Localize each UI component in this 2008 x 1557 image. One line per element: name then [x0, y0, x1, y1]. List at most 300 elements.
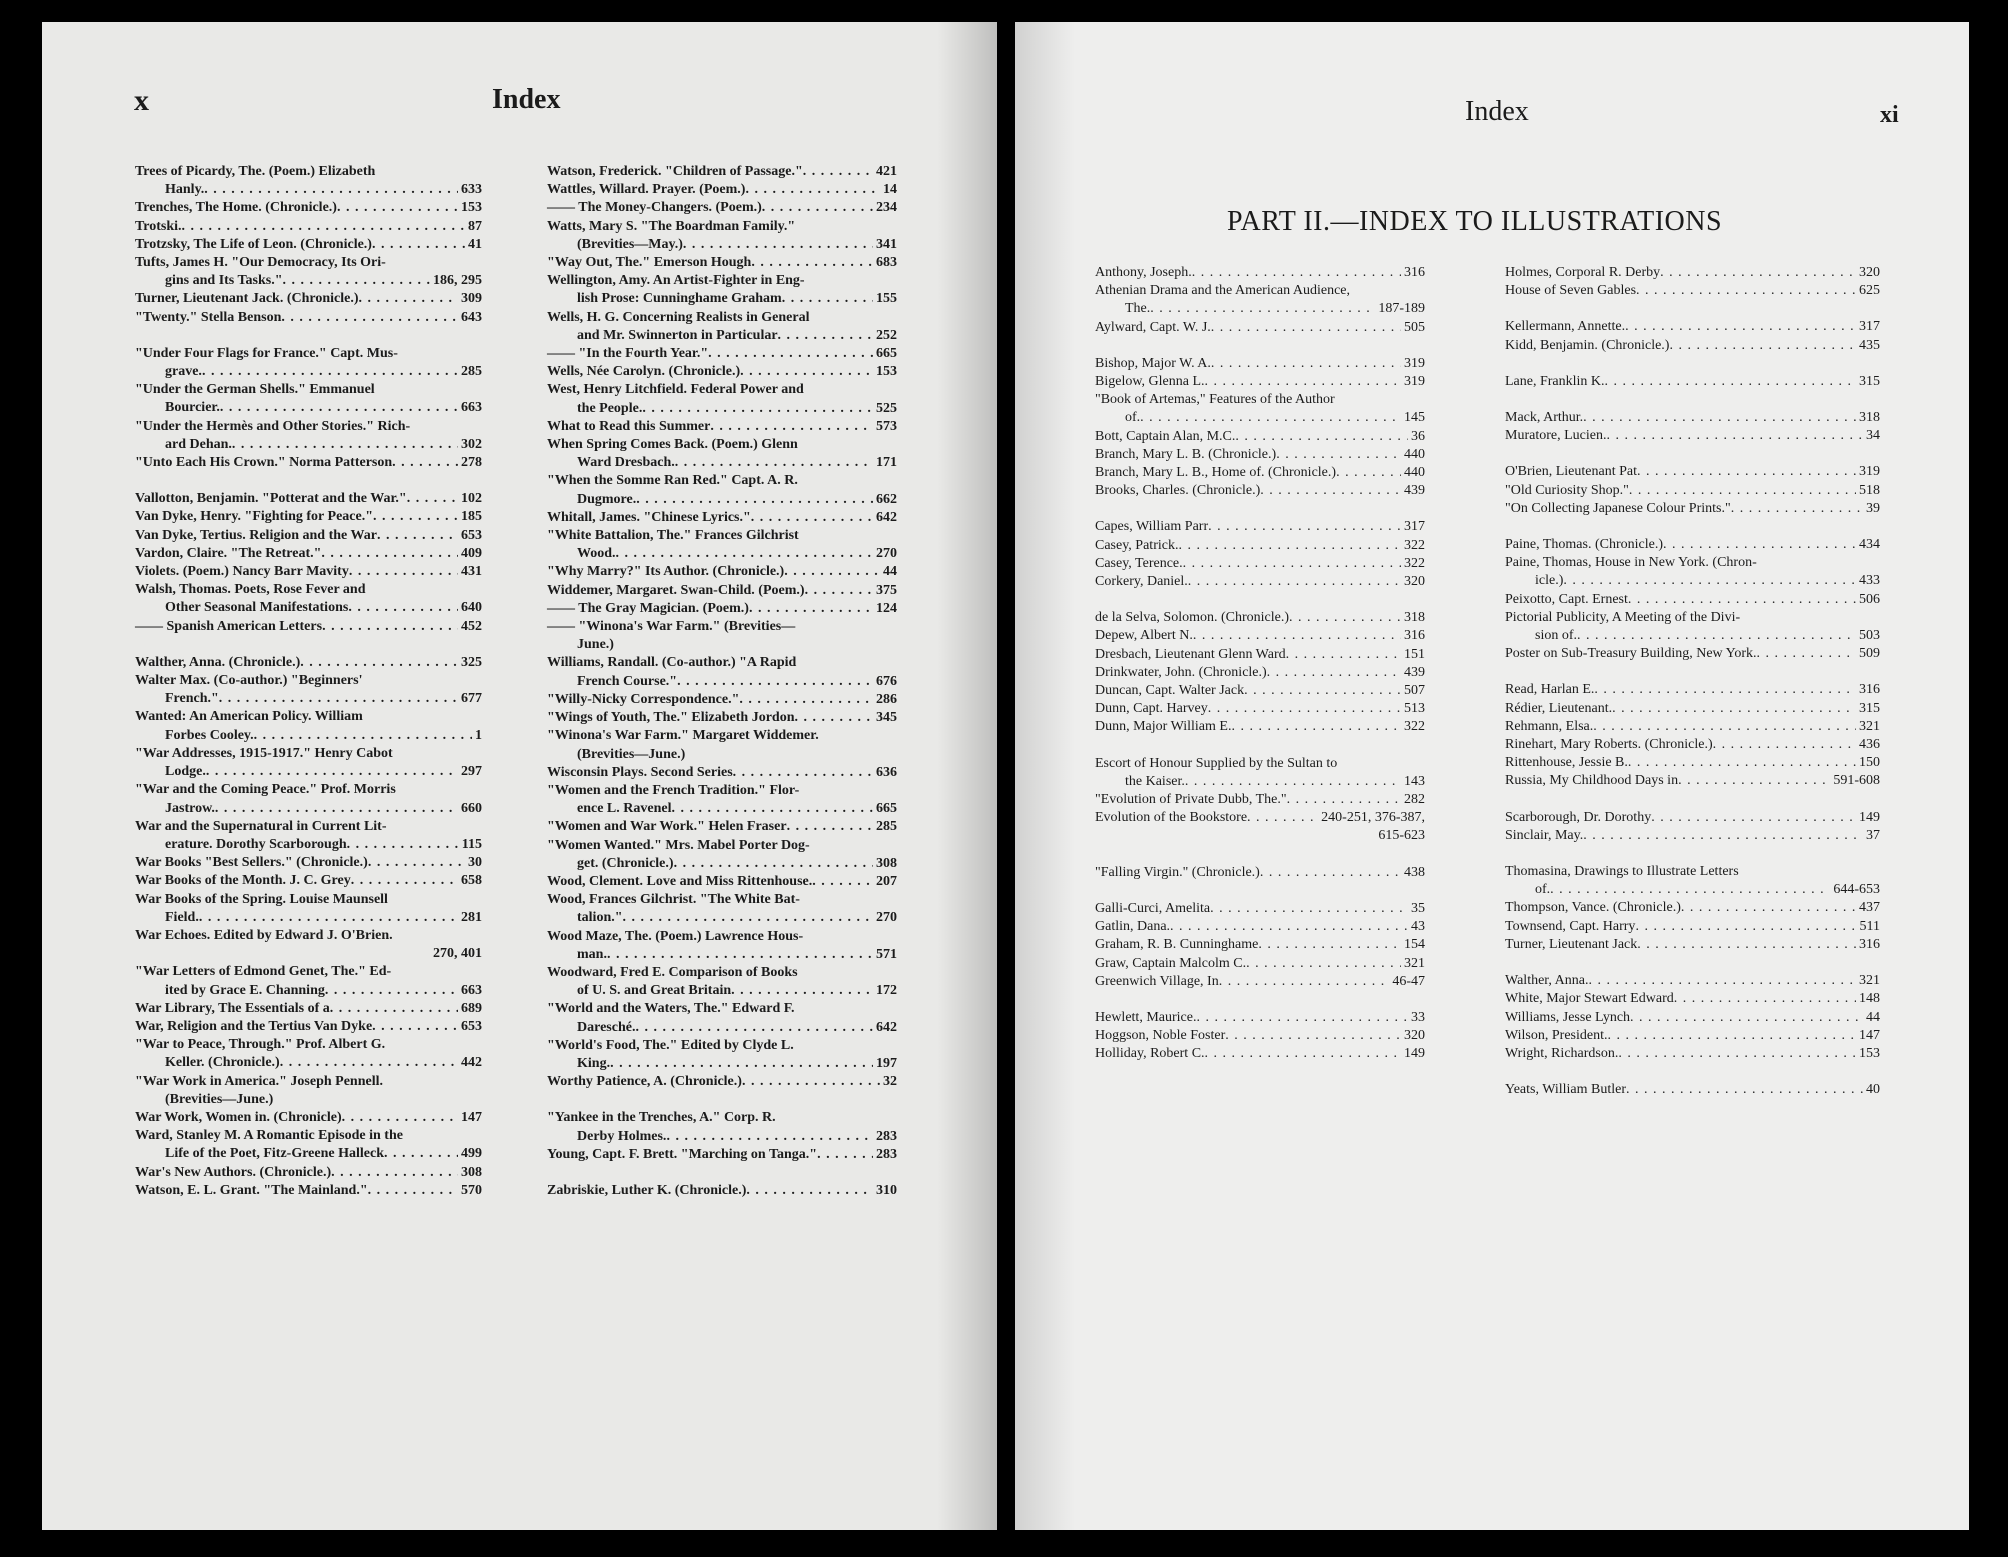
index-entry	[1095, 609, 1425, 627]
page-reference: 499	[461, 1146, 482, 1162]
entry-text: "Falling Virgin." (Chronicle.)	[1095, 864, 1260, 880]
index-entry	[135, 163, 482, 199]
index-entry	[1095, 264, 1425, 282]
entry-line	[547, 764, 897, 782]
index-entry	[135, 872, 482, 890]
entry-text: Trotski.	[135, 218, 182, 234]
dot-leader	[610, 1055, 873, 1073]
entry-line	[135, 309, 482, 327]
dot-leader	[1577, 627, 1856, 645]
page-reference: 506	[1859, 591, 1880, 607]
entry-line	[547, 509, 897, 527]
section-gap	[1095, 737, 1425, 755]
running-head-right: Index	[1465, 96, 1529, 127]
entry-line	[1505, 591, 1880, 609]
section-gap	[1505, 791, 1880, 809]
entry-text: French."	[165, 691, 219, 707]
entry-line	[547, 1109, 897, 1127]
page-reference: 147	[461, 1109, 482, 1125]
entry-text: Williams, Jesse Lynch	[1505, 1009, 1631, 1025]
index-entry	[1505, 863, 1880, 899]
index-entry	[1095, 555, 1425, 573]
entry-text: Walther, Anna.	[1505, 973, 1589, 989]
index-entry	[1095, 482, 1425, 500]
entry-text: of U. S. and Great Britain	[577, 983, 732, 999]
page-reference: 320	[1404, 574, 1425, 590]
entry-text: (Brevities—June.)	[577, 746, 686, 762]
page-number-left: x	[134, 84, 149, 117]
entry-text: "Yankee in the Trenches, A." Corp. R.	[547, 1110, 776, 1126]
page-reference: 308	[876, 855, 897, 871]
entry-text: "Book of Artemas," Features of the Author	[1095, 392, 1335, 408]
entry-line	[135, 763, 482, 781]
entry-line	[547, 254, 897, 272]
page-reference: 285	[461, 364, 482, 380]
dot-leader	[1583, 827, 1863, 845]
entry-line	[1505, 572, 1880, 590]
index-entry	[547, 818, 897, 836]
dot-leader	[733, 764, 873, 782]
dot-leader	[1211, 319, 1401, 337]
entry-text: Rinehart, Mary Roberts. (Chronicle.)	[1505, 737, 1713, 753]
page-number-right: xi	[1880, 102, 1899, 128]
section-gap	[547, 1164, 897, 1182]
page-reference: 439	[1404, 483, 1425, 499]
entry-line	[1095, 609, 1425, 627]
index-entry	[1505, 500, 1880, 518]
entry-text: Turner, Lieutenant Jack. (Chronicle.)	[135, 291, 359, 307]
entry-line	[547, 1182, 897, 1200]
page-reference: 252	[876, 327, 897, 343]
page-reference: 34	[1866, 428, 1880, 444]
entry-line	[1095, 864, 1425, 882]
page-reference: 207	[876, 873, 897, 889]
entry-text: Lane, Franklin K.	[1505, 373, 1605, 389]
page-reference: 644-653	[1833, 882, 1880, 898]
index-entry	[135, 1127, 482, 1163]
index-entry	[135, 236, 482, 254]
index-entry	[135, 854, 482, 872]
page-reference: 282	[1404, 792, 1425, 808]
page-reference: 640	[461, 600, 482, 616]
entry-text: Dugmore.	[577, 491, 637, 507]
entry-text: Graw, Captain Malcolm C.	[1095, 955, 1247, 971]
page-reference: 571	[876, 946, 897, 962]
dot-leader	[778, 327, 873, 345]
page-reference: 316	[1404, 628, 1425, 644]
page-reference: 310	[876, 1182, 897, 1198]
entry-line	[547, 418, 897, 436]
page-reference: 320	[1859, 265, 1880, 280]
dot-leader	[1612, 700, 1856, 718]
entry-text: Ward Dresbach.	[577, 455, 675, 471]
page-reference: 375	[876, 582, 897, 598]
page-reference: 665	[876, 346, 897, 362]
entry-line	[135, 781, 482, 799]
page-reference: 319	[1404, 355, 1425, 371]
section-gap	[1505, 445, 1880, 463]
entry-line	[547, 218, 897, 236]
entry-line	[135, 545, 482, 563]
entry-line	[135, 1000, 482, 1018]
entry-text: War Books of the Month. J. C. Grey	[135, 873, 351, 889]
section-gap	[1505, 1063, 1880, 1081]
entry-text: "Wings of Youth, The." Elizabeth Jordon	[547, 710, 795, 726]
entry-text: Dunn, Capt. Harvey	[1095, 701, 1208, 717]
index-entry	[547, 709, 897, 727]
index-entry	[135, 1018, 482, 1036]
entry-line	[1095, 1045, 1425, 1063]
page-reference: 315	[1859, 700, 1880, 716]
index-entry	[135, 618, 482, 636]
page-reference: 145	[1404, 410, 1425, 426]
entry-line	[135, 982, 482, 1000]
entry-line	[1505, 1081, 1880, 1099]
page-reference: 270	[876, 546, 897, 562]
dot-leader	[1607, 1027, 1856, 1045]
dot-leader	[348, 599, 458, 617]
page-reference: 660	[461, 800, 482, 816]
dot-leader	[1185, 773, 1401, 791]
index-entry	[547, 873, 897, 891]
section-gap	[1095, 500, 1425, 518]
index-entry	[135, 290, 482, 308]
dot-leader	[1244, 682, 1401, 700]
entry-line	[1505, 482, 1880, 500]
index-entry	[135, 1164, 482, 1182]
entry-text: War Library, The Essentials of a	[135, 1000, 330, 1016]
page-reference: 234	[876, 200, 897, 216]
index-entry	[1505, 772, 1880, 790]
entry-line	[135, 490, 482, 508]
dot-leader	[636, 491, 873, 509]
entry-text: Dresbach, Lieutenant Glenn Ward	[1095, 646, 1286, 662]
dot-leader	[331, 1164, 458, 1182]
index-entry	[547, 1037, 897, 1073]
index-entry	[547, 1109, 897, 1145]
entry-line	[135, 672, 482, 690]
dot-leader	[1231, 718, 1401, 736]
page-reference: 309	[461, 291, 482, 307]
entry-text: Thomasina, Drawings to Illustrate Letters	[1505, 864, 1739, 880]
page-reference: 316	[1859, 936, 1880, 952]
index-entry	[135, 1073, 482, 1109]
page-reference: 46-47	[1392, 973, 1425, 989]
entry-text: Drinkwater, John. (Chronicle.)	[1095, 664, 1267, 680]
part-title: PART II.—INDEX TO ILLUSTRATIONS	[1227, 206, 1723, 237]
index-entry	[1095, 355, 1425, 373]
page-reference: 525	[876, 400, 897, 416]
page-reference: 153	[876, 364, 897, 380]
entry-line	[135, 800, 482, 818]
page-reference: 41	[468, 236, 482, 252]
page-reference: 663	[461, 400, 482, 416]
entry-text: (Brevities—June.)	[165, 1091, 274, 1107]
entry-line	[1505, 1027, 1880, 1045]
entry-text: Kidd, Benjamin. (Chronicle.)	[1505, 337, 1670, 353]
page-reference: 315	[1859, 373, 1880, 389]
entry-text: Wellington, Amy. An Artist-Fighter in Eng-	[547, 273, 805, 289]
dot-leader	[1629, 482, 1856, 500]
entry-line	[547, 782, 897, 800]
entry-line	[1505, 990, 1880, 1008]
dot-leader	[784, 563, 880, 581]
entry-text: Rehmann, Elsa.	[1505, 718, 1594, 734]
index-entry	[1505, 427, 1880, 445]
index-entry	[135, 654, 482, 672]
dot-leader	[746, 1182, 873, 1200]
page-reference: 663	[461, 982, 482, 998]
entry-text: Worthy Patience, A. (Chronicle.)	[547, 1074, 742, 1090]
page-reference: 658	[461, 873, 482, 889]
entry-line	[135, 1127, 482, 1145]
page-reference: 270	[876, 910, 897, 926]
page-reference: 625	[1859, 283, 1880, 299]
section-gap	[135, 472, 482, 490]
index-entry	[1095, 936, 1425, 954]
dot-leader	[1550, 881, 1830, 899]
entry-line	[547, 1073, 897, 1091]
gutter-shadow	[937, 22, 997, 1530]
entry-line	[1095, 1027, 1425, 1045]
entry-text: War, Religion and the Tertius Van Dyke	[135, 1018, 373, 1034]
entry-line	[1095, 428, 1425, 446]
entry-text: "Way Out, The." Emerson Hough	[547, 255, 752, 271]
index-entry	[547, 436, 897, 472]
entry-text: King.	[577, 1055, 611, 1071]
entry-text: Wells, H. G. Concerning Realists in General	[547, 309, 810, 325]
entry-line	[135, 454, 482, 472]
entry-text: Trees of Picardy, The. (Poem.) Elizabeth	[135, 164, 376, 179]
entry-line	[1505, 899, 1880, 917]
entry-line	[135, 708, 482, 726]
entry-text: "War Addresses, 1915-1917." Henry Cabot	[135, 745, 393, 761]
page-reference: 186, 295	[433, 273, 482, 289]
entry-text: Violets. (Poem.) Nancy Barr Mavity	[135, 564, 349, 580]
page-reference: 573	[876, 418, 897, 434]
page-reference: 321	[1859, 718, 1880, 734]
entry-line	[1095, 827, 1425, 845]
entry-text: House of Seven Gables	[1505, 283, 1637, 299]
page-reference: 154	[1404, 937, 1425, 953]
entry-line	[135, 927, 482, 945]
entry-line	[1505, 718, 1880, 736]
entry-line	[1505, 700, 1880, 718]
index-entry	[547, 509, 897, 527]
page-reference: 662	[876, 491, 897, 507]
page-reference: 320	[1404, 1028, 1425, 1044]
page-reference: 318	[1404, 610, 1425, 626]
page-reference: 171	[876, 455, 897, 471]
page-reference: 319	[1859, 464, 1880, 480]
entry-line	[1095, 464, 1425, 482]
entry-line	[1505, 772, 1880, 790]
entry-text: "World's Food, The." Edited by Clyde L.	[547, 1037, 794, 1053]
dot-leader	[1183, 555, 1401, 573]
dot-leader	[677, 673, 873, 691]
entry-line	[1095, 809, 1425, 827]
entry-text: "Why Marry?" Its Author. (Chronicle.)	[547, 564, 785, 580]
entry-line	[135, 909, 482, 927]
entry-text: get. (Chronicle.)	[577, 855, 674, 871]
dot-leader	[372, 1018, 458, 1036]
index-entry	[1095, 464, 1425, 482]
dot-leader	[805, 582, 873, 600]
index-entry	[1095, 446, 1425, 464]
index-entry	[547, 381, 897, 417]
entry-text: "Old Curiosity Shop."	[1505, 482, 1629, 498]
entry-text: and Mr. Swinnerton in Particular	[577, 327, 778, 343]
dot-leader	[616, 545, 873, 563]
page-reference: 30	[468, 855, 482, 871]
entry-line	[547, 709, 897, 727]
index-entry	[547, 418, 897, 436]
page-reference: 147	[1859, 1027, 1880, 1043]
page-reference: 507	[1404, 683, 1425, 699]
entry-text: Aylward, Capt. W. J.	[1095, 319, 1211, 335]
page-reference: 308	[461, 1164, 482, 1180]
dot-leader	[1196, 1009, 1408, 1027]
entry-text: White, Major Stewart Edward	[1505, 991, 1674, 1007]
index-entry	[1095, 391, 1425, 427]
entry-text: Graham, R. B. Cunninghame	[1095, 937, 1259, 953]
page-reference: 278	[461, 455, 482, 471]
dot-leader	[206, 763, 458, 781]
dot-leader	[1276, 446, 1401, 464]
entry-line	[547, 309, 897, 327]
entry-line	[547, 673, 897, 691]
dot-leader	[384, 1145, 458, 1163]
page-reference: 316	[1404, 265, 1425, 280]
dot-leader	[1593, 718, 1856, 736]
entry-line	[1095, 718, 1425, 736]
index-entry	[547, 837, 897, 873]
entry-text: lish Prose: Cunninghame Graham	[577, 291, 782, 307]
index-entry	[547, 782, 897, 818]
entry-line	[1095, 446, 1425, 464]
entry-text: Bigelow, Glenna L.	[1095, 374, 1205, 390]
entry-line	[1505, 827, 1880, 845]
page-reference: 1	[475, 727, 482, 743]
dot-leader	[1208, 700, 1401, 718]
entry-text: Wood, Frances Gilchrist. "The White Bat-	[547, 892, 800, 908]
entry-text: Branch, Mary L. B. (Chronicle.)	[1095, 446, 1277, 462]
entry-line	[135, 745, 482, 763]
entry-line	[1095, 646, 1425, 664]
entry-line	[1505, 809, 1880, 827]
entry-line	[547, 400, 897, 418]
entry-line	[547, 928, 897, 946]
entry-line	[135, 872, 482, 890]
section-gap	[1095, 882, 1425, 900]
dot-leader	[330, 1000, 458, 1018]
entry-line	[1095, 682, 1425, 700]
entry-text: Wood.	[577, 546, 616, 562]
entry-line	[547, 636, 897, 654]
dot-leader	[1635, 918, 1856, 936]
entry-line	[135, 1164, 482, 1182]
entry-text: Bott, Captain Alan, M.C.	[1095, 428, 1236, 444]
page-reference: 150	[1859, 755, 1880, 771]
entry-text: "Under the German Shells." Emmanuel	[135, 382, 375, 398]
page-reference: 439	[1404, 664, 1425, 680]
page-reference: 435	[1859, 337, 1880, 353]
entry-text: Hewlett, Maurice.	[1095, 1009, 1197, 1025]
entry-line	[547, 1019, 897, 1037]
entry-line	[1505, 500, 1880, 518]
entry-line	[547, 946, 897, 964]
entry-text: Turner, Lieutenant Jack	[1505, 936, 1638, 952]
entry-line	[135, 345, 482, 363]
entry-text: Field.	[165, 909, 199, 925]
entry-line	[135, 399, 482, 417]
entry-line	[547, 1037, 897, 1055]
page-reference: 322	[1404, 555, 1425, 571]
entry-line	[1095, 1009, 1425, 1027]
page-reference: 321	[1859, 973, 1880, 989]
entry-line	[547, 909, 897, 927]
page-reference: 33	[1411, 1009, 1425, 1025]
index-entry	[547, 964, 897, 1000]
entry-text: Rittenhouse, Jessie B.	[1505, 755, 1628, 771]
section-gap	[1505, 391, 1880, 409]
index-entry	[547, 582, 897, 600]
page-reference: 345	[876, 710, 897, 726]
index-entry	[1505, 373, 1880, 391]
entry-line	[547, 837, 897, 855]
entry-line	[547, 982, 897, 1000]
left-page	[42, 22, 997, 1530]
entry-text: Holmes, Corporal R. Derby	[1505, 265, 1661, 280]
section-gap	[135, 327, 482, 345]
dot-leader	[1208, 518, 1401, 536]
entry-line	[1505, 318, 1880, 336]
dot-leader	[1651, 809, 1856, 827]
index-entry	[1505, 318, 1880, 336]
dot-leader	[368, 854, 465, 872]
index-entry	[135, 418, 482, 454]
index-entry	[135, 563, 482, 581]
entry-text: Scarborough, Dr. Dorothy	[1505, 809, 1652, 825]
dot-leader	[1286, 646, 1401, 664]
entry-line	[547, 1128, 897, 1146]
entry-text: Woodward, Fred E. Comparison of Books	[547, 964, 798, 980]
page-reference: 434	[1859, 537, 1880, 553]
entry-line	[547, 746, 897, 764]
entry-text: War and the Supernatural in Current Lit-	[135, 818, 387, 834]
page-reference: 148	[1859, 991, 1880, 1007]
index-entry	[1095, 700, 1425, 718]
dot-leader	[1178, 537, 1401, 555]
index-entry	[1095, 718, 1425, 736]
page-reference: 642	[876, 509, 897, 525]
dot-leader	[739, 691, 873, 709]
entry-text: Keller. (Chronicle.)	[165, 1055, 280, 1071]
entry-text: West, Henry Litchfield. Federal Power and	[547, 382, 804, 398]
dot-leader	[1170, 918, 1408, 936]
page-reference: 316	[1859, 682, 1880, 698]
index-entry	[135, 454, 482, 472]
index-entry	[1095, 827, 1425, 845]
index-entry	[1095, 809, 1425, 827]
index-entry	[1505, 827, 1880, 845]
entry-text: "Under Four Flags for France." Capt. Mus-	[135, 345, 398, 361]
index-entry	[1505, 409, 1880, 427]
entry-text: the People.	[577, 400, 643, 416]
entry-text: Russia, My Childhood Days in	[1505, 773, 1679, 789]
index-entry	[135, 672, 482, 708]
page-reference: 185	[461, 509, 482, 525]
